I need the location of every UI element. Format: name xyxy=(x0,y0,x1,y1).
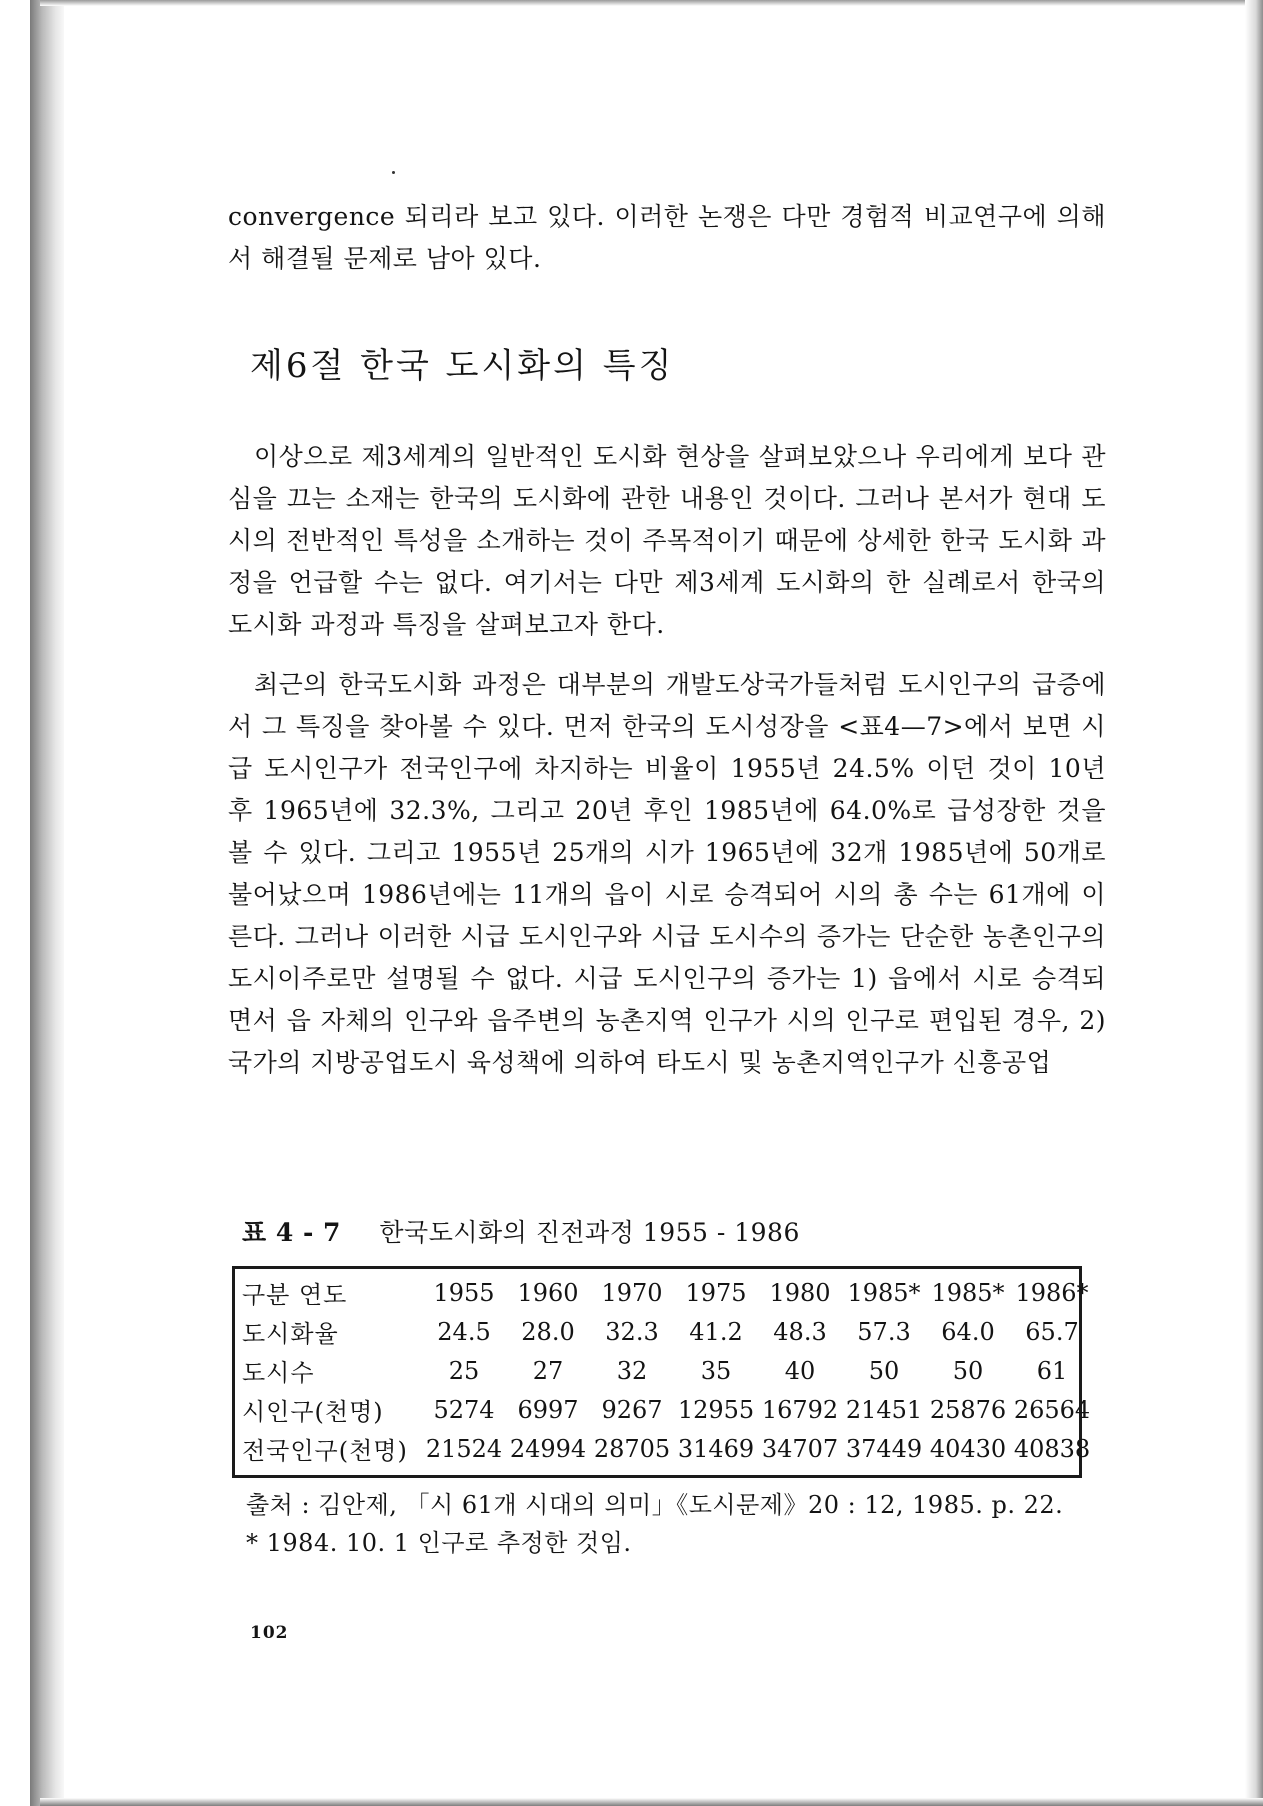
table-cell: 25876 xyxy=(929,1395,1007,1424)
table-row xyxy=(242,1351,1094,1390)
table-header-label: 구분 연도 xyxy=(242,1281,348,1309)
urbanization-table xyxy=(242,1273,1094,1468)
source-note: 출처 : 김안제, 「시 61개 시대의 의미」《도시문제》20 : 12, 1985. p. 22. xyxy=(246,1491,1064,1519)
table-cell: 28705 xyxy=(593,1434,671,1463)
table-caption xyxy=(242,1213,800,1249)
table-cell: 40838 xyxy=(1013,1434,1091,1463)
table-cell: 21451 xyxy=(845,1395,923,1424)
table-cell: 31469 xyxy=(677,1434,755,1463)
table-header-row xyxy=(242,1273,1094,1312)
year-header: 1970 xyxy=(601,1278,663,1307)
table-cell: 64.0 xyxy=(941,1317,995,1346)
table-cell: 9267 xyxy=(601,1395,663,1424)
year-header: 1955 xyxy=(433,1278,495,1307)
table-cell: 40 xyxy=(784,1356,816,1385)
table-cell: 24994 xyxy=(509,1434,587,1463)
table-cell: 25 xyxy=(448,1356,480,1385)
speck-mark xyxy=(392,171,395,174)
table-row xyxy=(242,1429,1094,1468)
row-label: 전국인구(천명) xyxy=(242,1437,408,1465)
table-cell: 48.3 xyxy=(773,1317,827,1346)
paragraph-intro: convergence 되리라 보고 있다. 이러한 논쟁은 다만 경험적 비교연구에 의해서 해결될 문제로 남아 있다. xyxy=(228,202,1106,273)
table-cell: 21524 xyxy=(425,1434,503,1463)
table-row xyxy=(242,1390,1094,1429)
table-cell: 40430 xyxy=(929,1434,1007,1463)
table-cell: 50 xyxy=(952,1356,984,1385)
table-caption-title: 한국도시화의 진전과정 1955 - 1986 xyxy=(379,1218,800,1247)
table-cell: 34707 xyxy=(761,1434,839,1463)
table-cell: 32 xyxy=(616,1356,648,1385)
year-header: 1985* xyxy=(931,1278,1005,1307)
table-cell: 65.7 xyxy=(1025,1317,1079,1346)
year-header: 1986* xyxy=(1015,1278,1089,1307)
table-cell: 28.0 xyxy=(521,1317,575,1346)
table-notes xyxy=(246,1486,1063,1562)
table-cell: 26564 xyxy=(1013,1395,1091,1424)
table-cell: 16792 xyxy=(761,1395,839,1424)
table-cell: 32.3 xyxy=(605,1317,659,1346)
table-cell: 6997 xyxy=(517,1395,579,1424)
table-cell: 35 xyxy=(700,1356,732,1385)
row-label: 도시수 xyxy=(242,1359,315,1387)
table-row xyxy=(242,1312,1094,1351)
table-caption-number: 표 4 - 7 xyxy=(242,1218,341,1247)
row-label: 시인구(천명) xyxy=(242,1398,384,1426)
table-cell: 41.2 xyxy=(689,1317,743,1346)
page-number: 102 xyxy=(250,1623,289,1643)
table-cell: 24.5 xyxy=(437,1317,491,1346)
footnote: * 1984. 10. 1 인구로 추정한 것임. xyxy=(246,1529,632,1557)
table-cell: 61 xyxy=(1036,1356,1068,1385)
page-binding-shadow xyxy=(30,0,64,1806)
year-header: 1980 xyxy=(769,1278,831,1307)
table-cell: 50 xyxy=(868,1356,900,1385)
year-header: 1960 xyxy=(517,1278,579,1307)
paragraph-overview: 이상으로 제3세계의 일반적인 도시화 현상을 살펴보았으나 우리에게 보다 관심을 끄는 소재는 한국의 도시화에 관한 내용인 것이다. 그러나 본서가 현대 도시의 전반적인 특성을 소개하는 것이 주목적이기 때문에 상세한 한국 도시화 과정을 언급할 수는 없다. 여기서는 다만 제3세계 도시화의 한 실례로서 한국의 도시화 과정과 특징을 살펴보고자 한다. xyxy=(228,442,1106,639)
table-cell: 27 xyxy=(532,1356,564,1385)
row-label: 도시화율 xyxy=(242,1320,339,1348)
page-edge-top xyxy=(40,0,1263,6)
page-edge-bottom xyxy=(40,1798,1263,1806)
paragraph-urbanization: 최근의 한국도시화 과정은 대부분의 개발도상국가들처럼 도시인구의 급증에서 그 특징을 찾아볼 수 있다. 먼저 한국의 도시성장을 <표4—7>에서 보면 시급 도시인구가 전국인구에 차지하는 비율이 1955년 24.5% 이던 것이 10년 후 1965년에 32.3%, 그리고 20년 후인 1985년에 64.0%로 급성장한 것을 볼 수 있다. 그리고 1955년 25개의 시가 1965년에 32개 1985년에 50개로 불어났으며 1986년에는 11개의 읍이 시로 승격되어 시의 총 수는 61개에 이른다. 그러나 이러한 시급 도시인구와 시급 도시수의 증가는 단순한 농촌인구의 도시이주로만 설명될 수 없다. 시급 도시인구의 증가는 1) 읍에서 시로 승격되면서 읍 자체의 인구와 읍주변의 농촌지역 인구가 시의 인구로 편입된 경우, 2) 국가의 지방공업도시 육성책에 의하여 타도시 및 농촌지역인구가 신흥공업 xyxy=(228,670,1106,1077)
year-header: 1975 xyxy=(685,1278,747,1307)
table-cell: 57.3 xyxy=(857,1317,911,1346)
year-header: 1985* xyxy=(847,1278,921,1307)
page-edge-right xyxy=(1245,0,1263,1806)
section-title: 제6절 한국 도시화의 특징 xyxy=(250,346,675,386)
table-cell: 12955 xyxy=(677,1395,755,1424)
table-cell: 5274 xyxy=(433,1395,495,1424)
table-cell: 37449 xyxy=(845,1434,923,1463)
